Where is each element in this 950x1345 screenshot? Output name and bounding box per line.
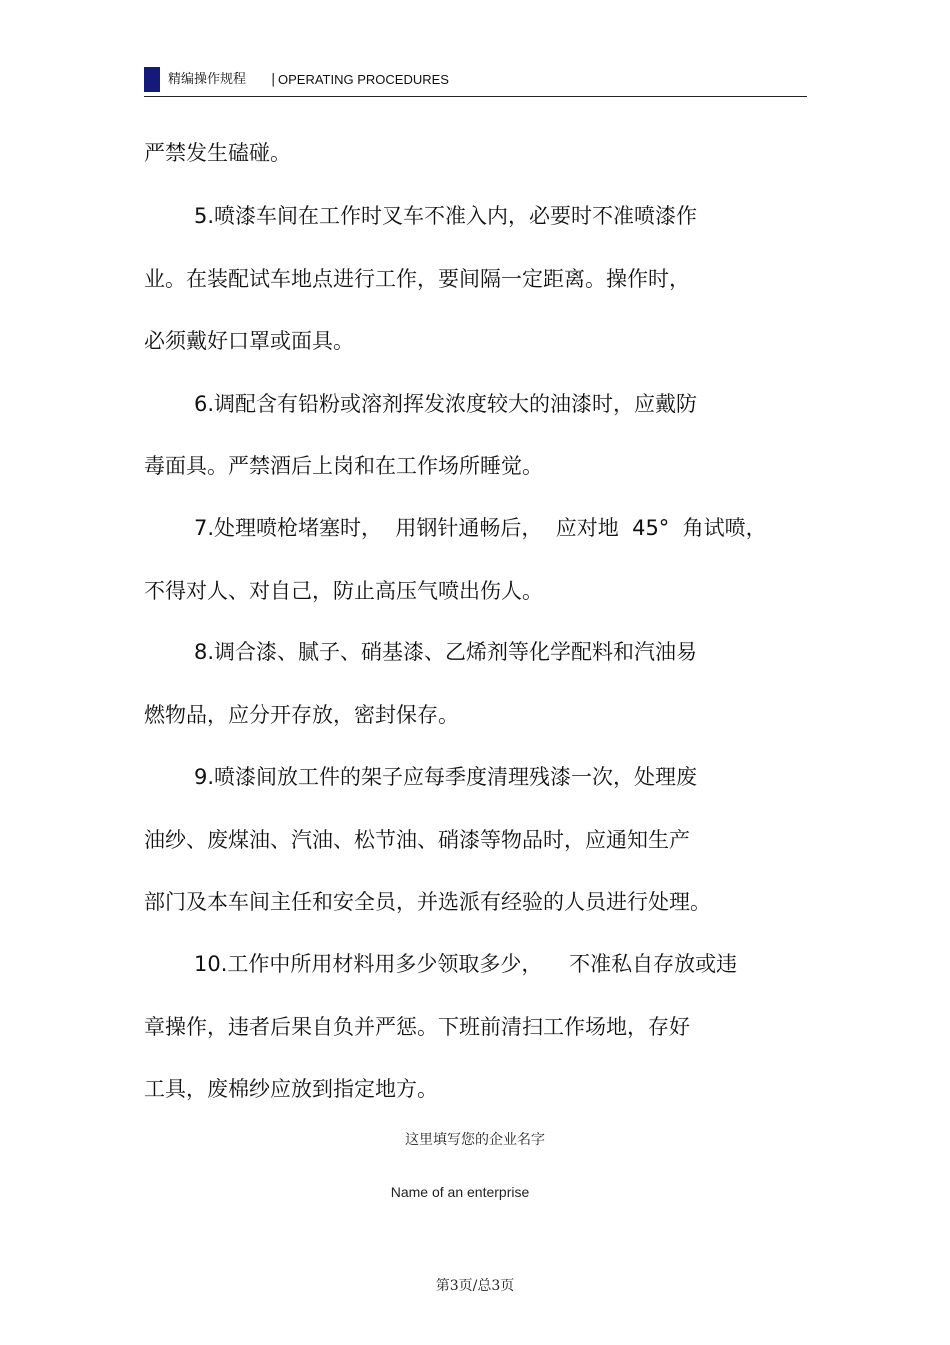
text-line: 6.调配含有铅粉或溶剂挥发浓度较大的油漆时，应戴防 [194, 392, 698, 416]
text-line: 工具，废棉纱应放到指定地方。 [144, 1077, 438, 1101]
header-subtitle: OPERATING PROCEDURES [278, 72, 449, 87]
text-line: 毒面具。严禁酒后上岗和在工作场所睡觉。 [144, 454, 543, 478]
company-name-cn: 这里填写您的企业名字 [405, 1132, 545, 1148]
logo [144, 67, 160, 92]
page-number: 第3页/总3页 [435, 1278, 515, 1294]
text-line: 部门及本车间主任和安全员，并选派有经验的人员进行处理。 [144, 890, 711, 914]
page-header [144, 66, 807, 97]
text-line: 9.喷漆间放工件的架子应每季度清理残漆一次，处理废 [194, 765, 698, 789]
header-separator: | [271, 72, 276, 87]
text-line: 业。在装配试车地点进行工作，要间隔一定距离。操作时， [144, 267, 690, 291]
text-line: 严禁发生磕碰。 [144, 141, 291, 165]
text-line: 8.调合漆、腻子、硝基漆、乙烯剂等化学配料和汽油易 [194, 640, 698, 664]
company-name-en: Name of an enterprise [390, 1184, 530, 1200]
text-line: 燃物品，应分开存放，密封保存。 [144, 703, 459, 727]
header-title: 精编操作规程 [168, 72, 247, 87]
text-line: 必须戴好口罩或面具。 [144, 329, 354, 353]
text-line: 10.工作中所用材料用多少领取多少， 不准私自存放或违 [194, 952, 738, 976]
text-line: 7.处理喷枪堵塞时， 用钢针通畅后， 应对地 45° 角试喷， [194, 516, 767, 540]
text-line: 章操作，违者后果自负并严惩。下班前清扫工作场地，存好 [144, 1015, 690, 1039]
text-line: 不得对人、对自己，防止高压气喷出伤人。 [144, 579, 543, 603]
text-line: 5.喷漆车间在工作时叉车不准入内，必要时不准喷漆作 [194, 204, 698, 228]
text-line: 油纱、废煤油、汽油、松节油、硝漆等物品时，应通知生产 [144, 828, 690, 852]
